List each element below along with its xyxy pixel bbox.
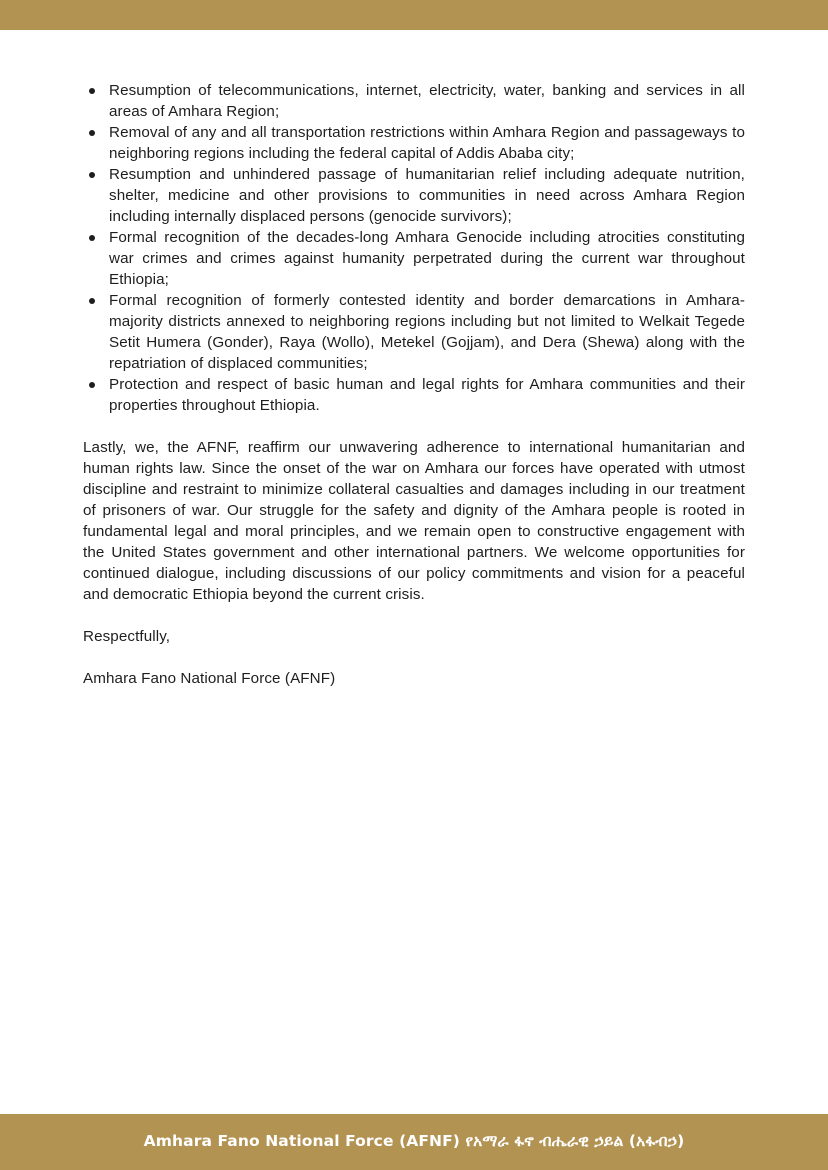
footer-text: Amhara Fano National Force (AFNF) የአማራ ፋኖ ብሔራዊ ኃይል (አፋብኃ): [143, 1131, 685, 1150]
list-item: [83, 374, 745, 416]
demand-text: Removal of any and all transportation restrictions within Amhara Region and passageways to neighboring regions including the federal capital of Addis Ababa city;: [109, 124, 745, 162]
bullet-icon: [89, 172, 95, 178]
demands-list: [83, 80, 745, 416]
demand-text: Formal recognition of formerly contested identity and border demarcations in Amhara-majority districts annexed to neighboring regions including but not limited to Welkait Tegede Setit Humera (Gonder), Raya (Wollo), Metekel (Gojjam), and Dera (Shewa) along with the repatriation of displaced communities;: [109, 292, 745, 372]
signature: Amhara Fano National Force (AFNF): [83, 670, 336, 687]
demand-text: Formal recognition of the decades-long Amhara Genocide including atrocities constituting war crimes and crimes against humanity perpetrated during the current war throughout Ethiopia;: [109, 229, 745, 288]
list-item: [83, 164, 745, 227]
closing-paragraph: Lastly, we, the AFNF, reaffirm our unwavering adherence to international humanitarian and human rights law. Since the onset of the war on Amhara our forces have operated with utmost discipline and restraint to minimize collateral casualties and damages including in our treatment of prisoners of war. Our struggle for the safety and dignity of the Amhara people is rooted in fundamental legal and moral principles, and we remain open to constructive engagement with the United States government and other international partners. We welcome opportunities for continued dialogue, including discussions of our policy commitments and vision for a peaceful and democratic Ethiopia beyond the current crisis.: [83, 439, 745, 603]
letter-body: [83, 80, 745, 689]
bullet-icon: [89, 130, 95, 136]
list-item: [83, 227, 745, 290]
demand-text: Resumption of telecommunications, internet, electricity, water, banking and services in all areas of Amhara Region;: [109, 82, 745, 120]
list-item: [83, 122, 745, 164]
demand-text: Protection and respect of basic human and legal rights for Amhara communities and their properties throughout Ethiopia.: [109, 376, 745, 414]
demand-text: Resumption and unhindered passage of humanitarian relief including adequate nutrition, shelter, medicine and other provisions to communities in need across Amhara Region including internally displaced persons (genocide survivors);: [109, 166, 745, 225]
signoff: Respectfully,: [83, 628, 171, 645]
top-header-band: [0, 0, 828, 30]
list-item: [83, 290, 745, 374]
bullet-icon: [89, 235, 95, 241]
list-item: [83, 80, 745, 122]
footer-band: [0, 1114, 828, 1170]
bullet-icon: [89, 382, 95, 388]
bullet-icon: [89, 298, 95, 304]
bullet-icon: [89, 88, 95, 94]
